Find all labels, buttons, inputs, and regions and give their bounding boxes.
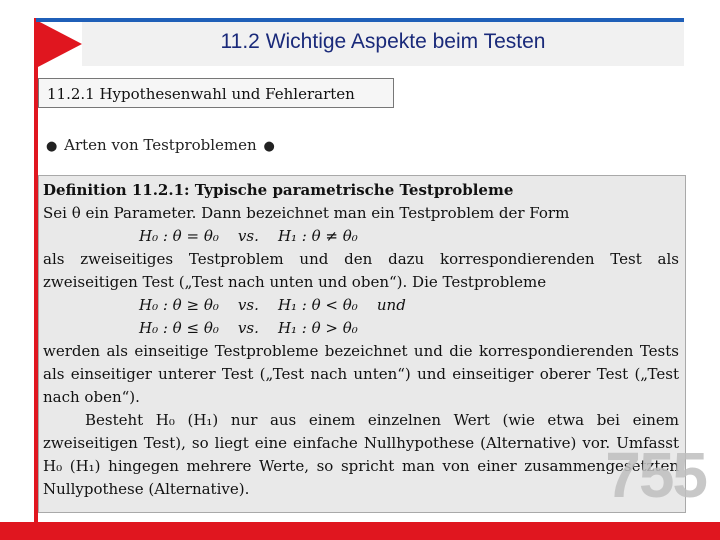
bullet-left-icon: ●: [46, 139, 58, 154]
definition-paragraph-simple-composite: Besteht H₀ (H₁) nur aus einem einzelnen Wert (wie etwa bei einem zweiseitigen Test), so liegt eine einfache Nullhypothese (Alternative) vor. Umfasst H₀ (H₁) hingegen mehrere Werte, so spricht man von einer zusammengesetzten Nullypothese (Alternative).: [43, 411, 679, 498]
red-flag-triangle: [36, 20, 82, 68]
page-title: 11.2 Wichtige Aspekte beim Testen: [220, 30, 546, 53]
definition-content: [43, 179, 679, 501]
section-heading-box: [38, 78, 394, 108]
definition-box: [38, 175, 686, 513]
subsection-title: Arten von Testproblemen: [64, 136, 257, 154]
section-heading: 11.2.1 Hypothesenwahl und Fehlerarten: [47, 85, 355, 103]
formula-upper-one-sided: H₀ : θ ≤ θ₀ vs. H₁ : θ > θ₀: [139, 319, 358, 337]
formula-two-sided: H₀ : θ = θ₀ vs. H₁ : θ ≠ θ₀: [139, 227, 358, 245]
definition-title: Definition 11.2.1: Typische parametrische Testprobleme: [43, 181, 514, 199]
formula-lower-one-sided: H₀ : θ ≥ θ₀ vs. H₁ : θ < θ₀ und: [139, 296, 406, 314]
definition-paragraph-one-sided: werden als einseitige Testprobleme bezeichnet und die korrespondierenden Tests als einseitiger unterer Test („Test nach unten“) und einseitiger oberer Test („Test nach oben“).: [43, 342, 679, 406]
subsection-heading: [44, 136, 277, 154]
page-number: 755: [605, 439, 706, 511]
definition-intro: Sei θ ein Parameter. Dann bezeichnet man ein Testproblem der Form: [43, 204, 570, 222]
bullet-right-icon: ●: [263, 139, 275, 154]
definition-paragraph-two-sided: als zweiseitiges Testproblem und den dazu korrespondierenden Test als zweiseitigen Test („Test nach unten und oben“). Die Testprobleme: [43, 250, 679, 291]
bottom-accent-strip: [0, 522, 720, 540]
